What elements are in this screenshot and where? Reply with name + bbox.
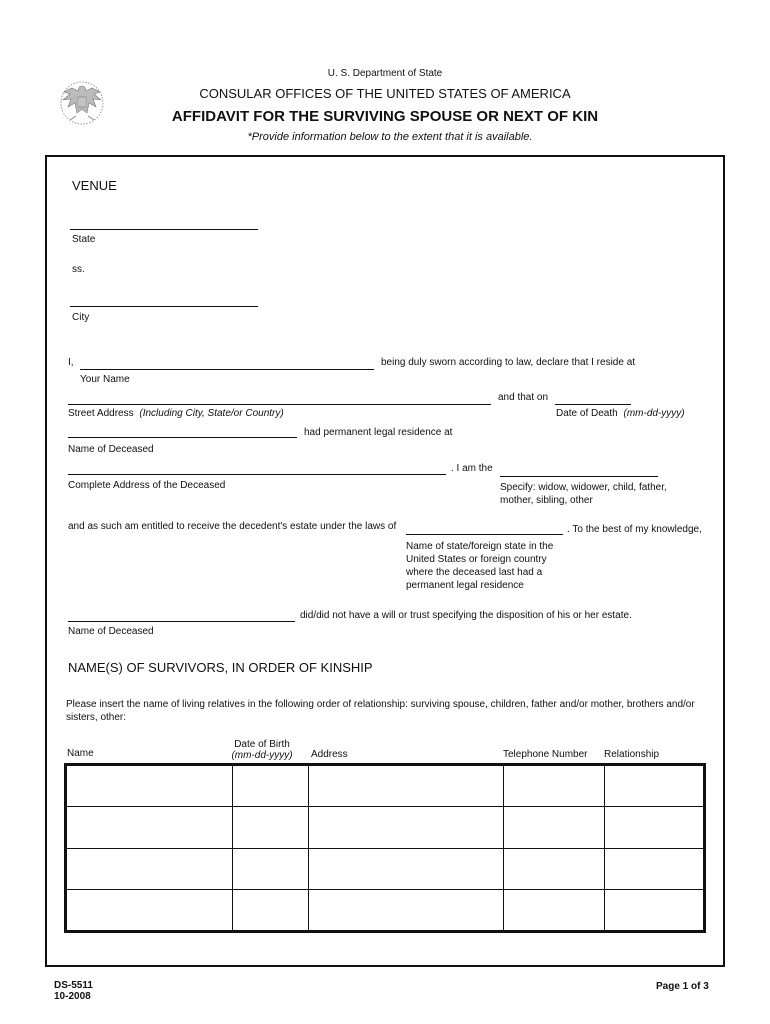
i-am-the: . I am the <box>451 463 493 474</box>
date-of-death-label <box>556 408 685 419</box>
date-of-death-input[interactable] <box>555 388 631 404</box>
state-of-law-input[interactable] <box>406 518 563 534</box>
survivor-2-dob[interactable] <box>232 806 309 849</box>
page-number: Page 1 of 3 <box>656 981 709 992</box>
had-residence-text: had permanent legal residence at <box>304 427 453 438</box>
survivors-instruction-2: sisters, other: <box>66 712 127 723</box>
entitled-text: and as such am entitled to receive the decedent's estate under the laws of <box>68 521 397 532</box>
survivor-4-phone[interactable] <box>503 889 605 931</box>
state-label: State <box>72 234 96 245</box>
department-name: U. S. Department of State <box>327 68 443 79</box>
state-line <box>70 229 258 230</box>
name-of-deceased-input[interactable] <box>68 421 297 437</box>
will-deceased-name-input[interactable] <box>68 605 295 621</box>
state-of-law-line <box>406 534 563 535</box>
specify-line-2: mother, sibling, other <box>500 495 593 506</box>
survivor-3-name[interactable] <box>66 848 233 890</box>
survivor-4-dob[interactable] <box>232 889 309 931</box>
name-of-deceased-label: Name of Deceased <box>68 444 154 455</box>
state-help-line-3: where the deceased last had a <box>406 567 543 578</box>
city-line <box>70 306 258 307</box>
survivor-1-name[interactable] <box>66 765 233 807</box>
your-name-input[interactable] <box>80 353 374 369</box>
your-name-line <box>80 369 374 370</box>
state-help-line-1: Name of state/foreign state in the <box>406 541 554 552</box>
will-deceased-name-line <box>68 621 295 622</box>
survivor-3-address[interactable] <box>308 848 504 890</box>
survivor-1-dob[interactable] <box>232 765 309 807</box>
and-that-on: and that on <box>498 392 549 403</box>
state-input[interactable] <box>70 213 258 229</box>
col-dob-format: (mm-dd-yyyy) <box>231 750 293 761</box>
survivor-3-dob[interactable] <box>232 848 309 890</box>
city-input[interactable] <box>70 290 258 306</box>
form-instruction: *Provide information below to the extent that it is available. <box>247 131 533 143</box>
city-label: City <box>72 312 90 323</box>
street-address-hint: (Including City, State/or Country) <box>139 408 284 419</box>
survivor-1-phone[interactable] <box>503 765 605 807</box>
survivors-table <box>64 763 706 933</box>
survivor-4-name[interactable] <box>66 889 233 931</box>
complete-address-label: Complete Address of the Deceased <box>68 480 226 491</box>
date-of-death-label-text: Date of Death <box>556 408 618 419</box>
will-text: did/did not have a will or trust specifying the disposition of his or her estate. <box>300 610 632 621</box>
survivor-1-address[interactable] <box>308 765 504 807</box>
street-address-input[interactable] <box>68 388 491 404</box>
street-address-label <box>68 408 284 419</box>
col-dob-title: Date of Birth <box>234 739 290 750</box>
col-address-header: Address <box>311 749 348 760</box>
relationship-line <box>500 476 658 477</box>
col-name-header: Name <box>67 748 94 759</box>
best-knowledge-text: . To the best of my knowledge, <box>567 524 702 535</box>
col-dob-header <box>231 739 293 761</box>
your-name-label: Your Name <box>80 374 130 385</box>
col-relationship-header: Relationship <box>604 749 660 760</box>
survivor-1-relationship[interactable] <box>604 765 704 807</box>
relationship-input[interactable] <box>500 460 658 476</box>
survivor-2-name[interactable] <box>66 806 233 849</box>
survivor-2-phone[interactable] <box>503 806 605 849</box>
state-help-line-4: permanent legal residence <box>406 580 524 591</box>
specify-line-1: Specify: widow, widower, child, father, <box>500 482 667 493</box>
survivor-4-relationship[interactable] <box>604 889 704 931</box>
survivor-2-address[interactable] <box>308 806 504 849</box>
survivors-heading: NAME(S) OF SURVIVORS, IN ORDER OF KINSHIP <box>68 660 373 675</box>
office-name: CONSULAR OFFICES OF THE UNITED STATES OF AMERICA <box>199 86 571 101</box>
survivors-instruction-1: Please insert the name of living relatives in the following order of relationship: surviving spouse, children, father and/or mother, brothers and/or <box>66 699 695 710</box>
survivor-4-address[interactable] <box>308 889 504 931</box>
name-of-deceased-label-2: Name of Deceased <box>68 626 154 637</box>
street-address-line <box>68 404 491 405</box>
form-title: AFFIDAVIT FOR THE SURVIVING SPOUSE OR NEXT OF KIN <box>171 108 599 125</box>
venue-heading: VENUE <box>72 178 117 193</box>
i-prefix: I, <box>68 357 74 368</box>
name-of-deceased-line <box>68 437 297 438</box>
form-date: 10-2008 <box>54 991 91 1002</box>
date-of-death-hint: (mm-dd-yyyy) <box>623 408 685 419</box>
survivor-2-relationship[interactable] <box>604 806 704 849</box>
form-number: DS-5511 <box>54 980 93 991</box>
col-phone-header: Telephone Number <box>503 749 588 760</box>
date-of-death-line <box>555 404 631 405</box>
state-help-line-2: United States or foreign country <box>406 554 547 565</box>
ss-label: ss. <box>72 264 85 275</box>
street-address-label-text: Street Address <box>68 408 134 419</box>
survivor-3-relationship[interactable] <box>604 848 704 890</box>
deceased-address-input[interactable] <box>68 458 446 474</box>
survivor-3-phone[interactable] <box>503 848 605 890</box>
deceased-address-line <box>68 474 446 475</box>
sworn-text: being duly sworn according to law, declare that I reside at <box>381 357 636 368</box>
